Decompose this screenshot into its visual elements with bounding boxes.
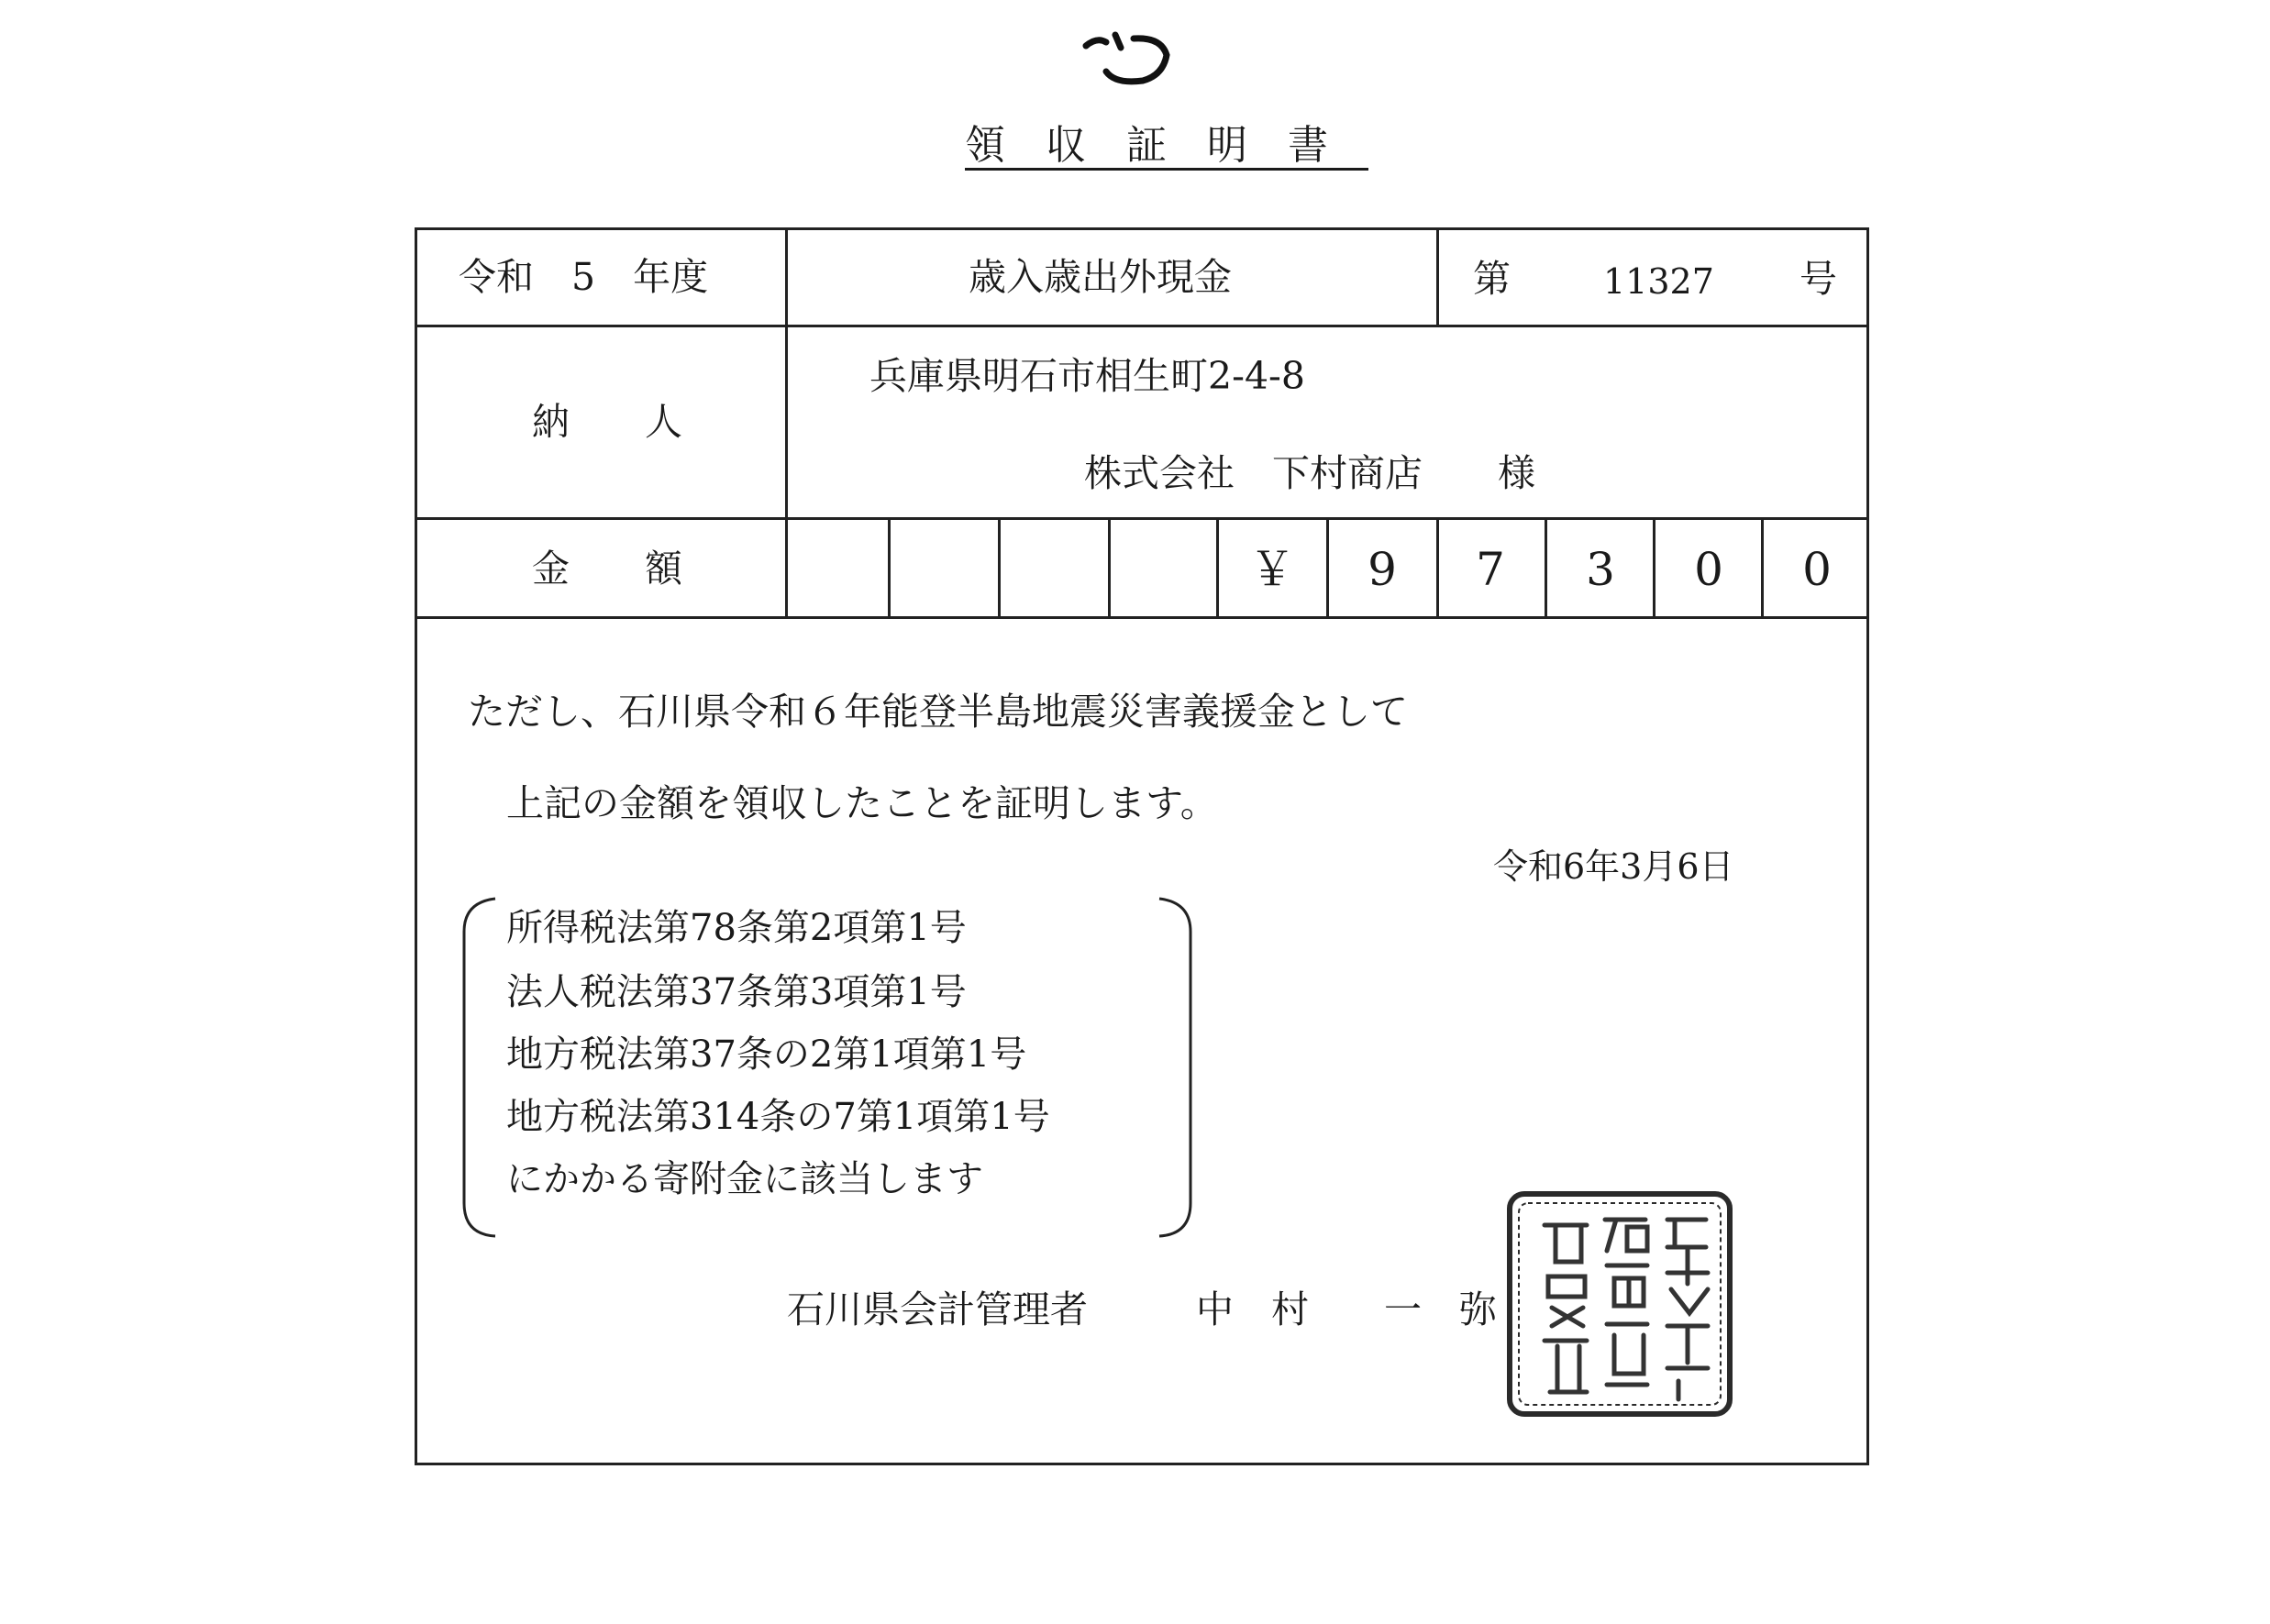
issuer-title: 石川県会計管理者 — [787, 1287, 1088, 1331]
law-reference-line: 所得税法第78条第2項第1号 — [506, 907, 967, 949]
amount-digit: 0 — [1802, 543, 1832, 596]
table-rule — [415, 325, 1869, 327]
document-title: 領収証明書 — [965, 122, 1368, 169]
payer-label: 納 人 — [532, 400, 682, 444]
official-seal — [1504, 1188, 1735, 1420]
table-rule — [888, 517, 891, 618]
receipt-number: 11327 — [1603, 261, 1714, 302]
table-rule — [998, 517, 1001, 618]
table-rule — [1108, 517, 1111, 618]
amount-digit: 7 — [1476, 543, 1505, 596]
number-prefix: 第 — [1473, 257, 1511, 301]
payer-address: 兵庫県明石市相生町2-4-8 — [869, 354, 1305, 398]
amount-label: 金 額 — [532, 547, 682, 591]
payer-name: 株式会社 下村商店 様 — [1084, 451, 1535, 495]
law-reference-line: 地方税法第37条の2第1項第1号 — [506, 1033, 1027, 1076]
amount-digit: 3 — [1586, 543, 1615, 596]
number-suffix: 号 — [1799, 257, 1837, 301]
law-reference-line: 地方税法第314条の7第1項第1号 — [506, 1096, 1050, 1138]
amount-digit: 9 — [1368, 543, 1397, 596]
certification-text: 上記の金額を領収したことを証明します。 — [506, 781, 1218, 825]
law-reference-line: 法人税法第37条第3項第1号 — [506, 971, 967, 1013]
purpose-text: ただし、石川県令和６年能登半島地震災害義援金として — [468, 690, 1408, 734]
scan-mark — [1079, 28, 1179, 92]
fiscal-year: 令和 5 年度 — [459, 255, 709, 299]
law-reference-line: にかかる寄附金に該当します — [506, 1158, 983, 1200]
issuer-name: 中 村 一 弥 — [1196, 1287, 1497, 1331]
yen-sign: ￥ — [1249, 543, 1295, 596]
account-type: 歳入歳出外現金 — [969, 255, 1232, 299]
table-rule — [785, 227, 788, 618]
table-rule — [415, 517, 1869, 520]
table-rule — [1436, 227, 1439, 326]
table-rule — [415, 616, 1869, 619]
amount-digit: 0 — [1694, 543, 1723, 596]
issue-date: 令和6年3月6日 — [1493, 846, 1734, 887]
